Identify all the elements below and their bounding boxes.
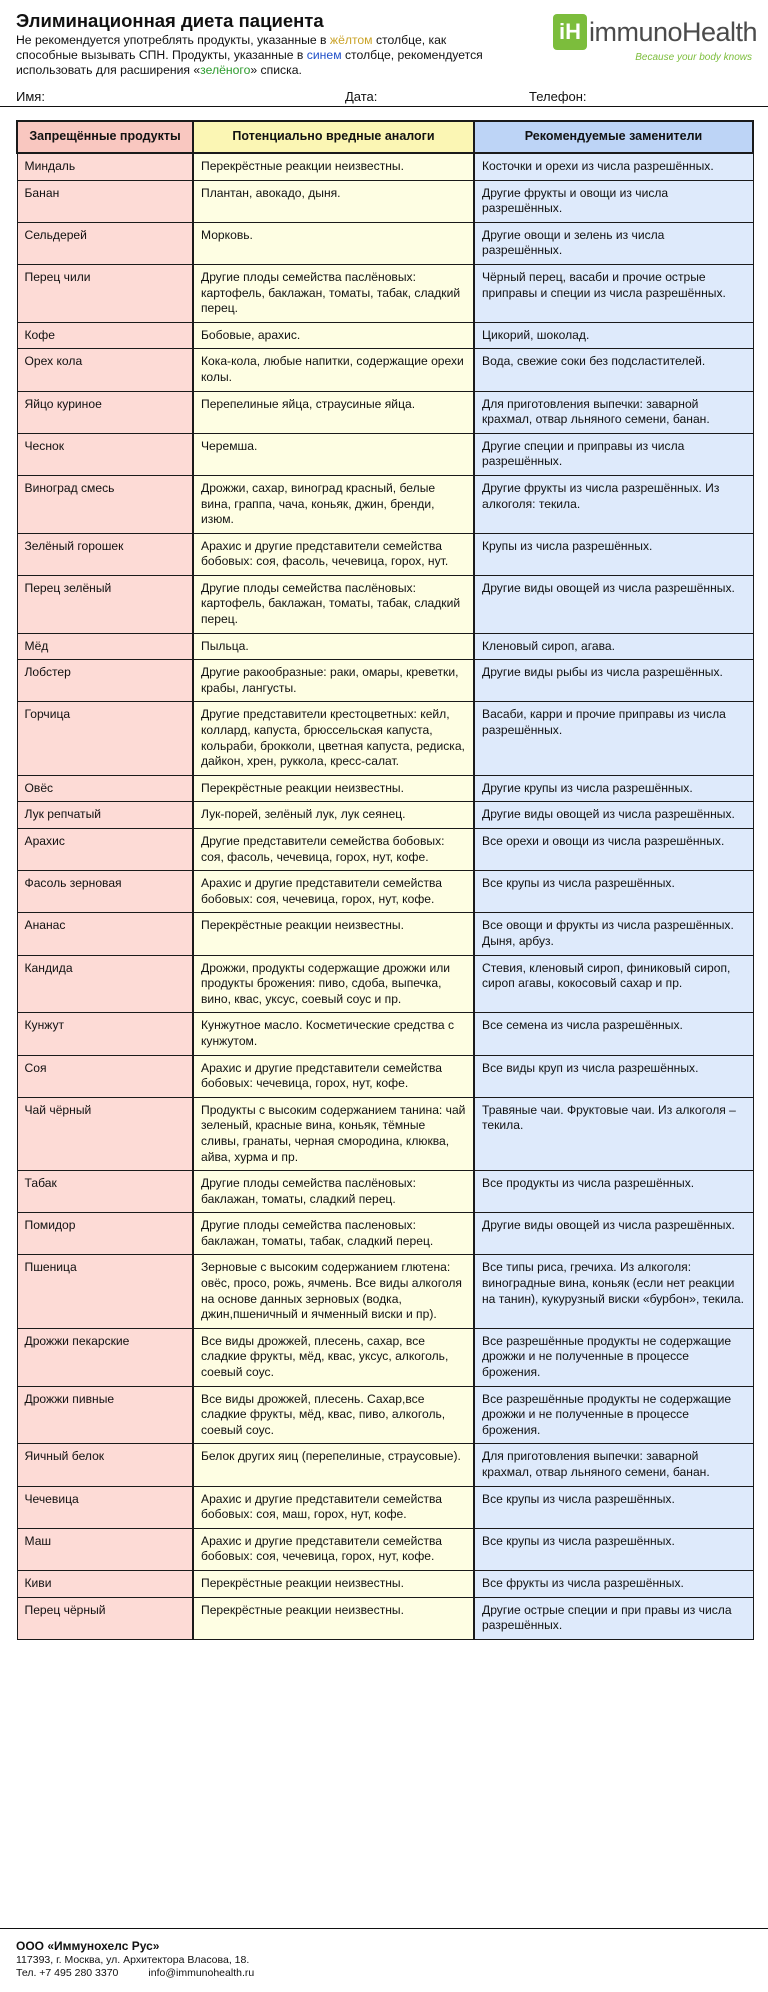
cell-recommended: Для приготовления выпечки: заварной крахмал, отвар льняного семени, банан.: [474, 391, 753, 433]
table-row: [17, 1013, 753, 1055]
cell-harmful: Белок других яиц (перепелиные, страусовые).: [193, 1444, 474, 1486]
cell-harmful: Другие плоды семейства паслёновых: картофель, баклажан, томаты, табак, сладкий перец.: [193, 575, 474, 633]
cell-recommended: Цикорий, шоколад.: [474, 322, 753, 349]
intro-text: [16, 33, 486, 79]
cell-recommended: Все орехи и овощи из числа разрешённых.: [474, 829, 753, 871]
table-row: [17, 1386, 753, 1444]
table-row: [17, 433, 753, 475]
cell-harmful: Перекрёстные реакции неизвестны.: [193, 153, 474, 180]
patient-fields: [0, 88, 768, 107]
footer-company: ООО «Иммунохелс Рус»: [16, 1939, 160, 1953]
cell-harmful: Бобовые, арахис.: [193, 322, 474, 349]
cell-harmful: Пыльца.: [193, 633, 474, 660]
table-row: [17, 1097, 753, 1170]
cell-forbidden: Помидор: [17, 1213, 193, 1255]
cell-harmful: Другие ракообразные: раки, омары, креветки, крабы, лангусты.: [193, 660, 474, 702]
cell-recommended: Все разрешённые продукты не содержащие дрожжи и не полученные в процессе брожения.: [474, 1386, 753, 1444]
cell-harmful: Морковь.: [193, 222, 474, 264]
intro-blue-word: синем: [306, 48, 342, 63]
cell-recommended: Все крупы из числа разрешённых.: [474, 1528, 753, 1570]
cell-forbidden: Зелёный горошек: [17, 533, 193, 575]
table-row: [17, 322, 753, 349]
cell-forbidden: Чечевица: [17, 1486, 193, 1528]
table-row: [17, 802, 753, 829]
cell-harmful: Другие плоды семейства пасленовых: баклажан, томаты, табак, сладкий перец.: [193, 1213, 474, 1255]
cell-recommended: Другие специи и приправы из числа разрешённых.: [474, 433, 753, 475]
diet-table: [16, 120, 754, 1640]
page-footer: [0, 1928, 768, 1980]
table-row: [17, 475, 753, 533]
table-row: [17, 575, 753, 633]
cell-recommended: Все семена из числа разрешённых.: [474, 1013, 753, 1055]
cell-recommended: Все крупы из числа разрешённых.: [474, 1486, 753, 1528]
table-row: [17, 1055, 753, 1097]
intro-green-word: зелёного: [200, 63, 251, 78]
cell-forbidden: Мёд: [17, 633, 193, 660]
cell-forbidden: Пшеница: [17, 1255, 193, 1328]
logo-name: immunoHealth: [589, 17, 758, 47]
logo: [553, 12, 758, 68]
cell-forbidden: Фасоль зерновая: [17, 871, 193, 913]
cell-recommended: Травяные чаи. Фруктовые чаи. Из алкоголя – текила.: [474, 1097, 753, 1170]
table-row: [17, 702, 753, 775]
cell-harmful: Перекрёстные реакции неизвестны.: [193, 1570, 474, 1597]
cell-forbidden: Сельдерей: [17, 222, 193, 264]
footer-contacts: [16, 1967, 768, 1980]
cell-recommended: Все овощи и фрукты из числа разрешённых. Дыня, арбуз.: [474, 913, 753, 955]
cell-recommended: Крупы из числа разрешённых.: [474, 533, 753, 575]
intro-part: Не рекомендуется употреблять продукты, указанные в: [16, 33, 330, 47]
cell-recommended: Все фрукты из числа разрешённых.: [474, 1570, 753, 1597]
cell-harmful: Перекрёстные реакции неизвестны.: [193, 1597, 474, 1639]
table-header-row: [17, 121, 753, 153]
intro-part: столбце, как способные вызывать СПН. Продукты, указанные в: [16, 33, 447, 63]
cell-recommended: Все продукты из числа разрешённых.: [474, 1171, 753, 1213]
cell-harmful: Арахис и другие представители семейства бобовых: соя, маш, горох, нут, кофе.: [193, 1486, 474, 1528]
intro-part: » списка.: [250, 63, 302, 78]
cell-recommended: Кленовый сироп, агава.: [474, 633, 753, 660]
cell-harmful: Черемша.: [193, 433, 474, 475]
table-row: [17, 1328, 753, 1386]
cell-forbidden: Кандида: [17, 955, 193, 1013]
cell-forbidden: Кунжут: [17, 1013, 193, 1055]
cell-harmful: Перепелиные яйца, страусиные яйца.: [193, 391, 474, 433]
table-row: [17, 1597, 753, 1639]
cell-recommended: Другие фрукты из числа разрешённых. Из алкоголя: текила.: [474, 475, 753, 533]
cell-harmful: Лук-порей, зелёный лук, лук сеянец.: [193, 802, 474, 829]
cell-forbidden: Горчица: [17, 702, 193, 775]
table-row: [17, 1528, 753, 1570]
table-row: [17, 1213, 753, 1255]
table-row: [17, 633, 753, 660]
cell-harmful: Другие плоды семейства паслёновых: баклажан, томаты, сладкий перец.: [193, 1171, 474, 1213]
cell-harmful: Дрожжи, сахар, виноград красный, белые вина, граппа, чача, коньяк, джин, бренди, изюм.: [193, 475, 474, 533]
header-recommended: Рекомендуемые заменители: [474, 121, 753, 153]
table-row: [17, 533, 753, 575]
cell-harmful: Плантан, авокадо, дыня.: [193, 180, 474, 222]
cell-recommended: Васаби, карри и прочие приправы из числа разрешённых.: [474, 702, 753, 775]
name-field-label: Имя:: [16, 89, 45, 104]
table-row: [17, 1486, 753, 1528]
cell-recommended: Другие виды овощей из числа разрешённых.: [474, 802, 753, 829]
cell-forbidden: Табак: [17, 1171, 193, 1213]
cell-forbidden: Кофе: [17, 322, 193, 349]
cell-recommended: Все типы риса, гречиха. Из алкоголя: виноградные вина, коньяк (если нет реакции на танин), кукурузный виски «бурбон», текила.: [474, 1255, 753, 1328]
cell-forbidden: Лук репчатый: [17, 802, 193, 829]
table-row: [17, 153, 753, 180]
cell-forbidden: Перец чёрный: [17, 1597, 193, 1639]
table-row: [17, 660, 753, 702]
footer-phone: Тел. +7 495 280 3370: [16, 1967, 119, 1979]
cell-forbidden: Миндаль: [17, 153, 193, 180]
cell-harmful: Все виды дрожжей, плесень. Сахар,все сладкие фрукты, мёд, квас, пиво, алкоголь, соевый соус.: [193, 1386, 474, 1444]
cell-recommended: Для приготовления выпечки: заварной крахмал, отвар льняного семени, банан.: [474, 1444, 753, 1486]
cell-recommended: Чёрный перец, васаби и прочие острые приправы и специи из числа разрешённых.: [474, 264, 753, 322]
cell-harmful: Перекрёстные реакции неизвестны.: [193, 913, 474, 955]
cell-recommended: Другие виды овощей из числа разрешённых.: [474, 575, 753, 633]
cell-harmful: Другие представители крестоцветных: кейл, коллард, капуста, брюссельская капуста, кольраби, брокколи, цветная капуста, редиска, дайкон, хрен, руккола, кресс-салат.: [193, 702, 474, 775]
table-row: [17, 391, 753, 433]
logo-tagline: Because your body knows: [635, 52, 752, 63]
table-row: [17, 180, 753, 222]
table-row: [17, 349, 753, 391]
page-header: [0, 0, 768, 106]
cell-harmful: Все виды дрожжей, плесень, сахар, все сладкие фрукты, мёд, квас, уксус, алкоголь, соевый соус.: [193, 1328, 474, 1386]
cell-forbidden: Киви: [17, 1570, 193, 1597]
cell-harmful: Арахис и другие представители семейства бобовых: чечевица, горох, нут, кофе.: [193, 1055, 474, 1097]
cell-harmful: Продукты с высоким содержанием танина: чай зеленый, красные вина, коньяк, тёмные сливы, гранаты, черная смородина, клюква, айва, хурма и пр.: [193, 1097, 474, 1170]
cell-harmful: Другие представители семейства бобовых: соя, фасоль, чечевица, горох, нут, кофе.: [193, 829, 474, 871]
cell-recommended: Другие фрукты и овощи из числа разрешённых.: [474, 180, 753, 222]
diet-table-body: [17, 153, 753, 1639]
table-row: [17, 1444, 753, 1486]
cell-harmful: Другие плоды семейства паслёновых: картофель, баклажан, томаты, табак, сладкий перец.: [193, 264, 474, 322]
table-row: [17, 913, 753, 955]
header-harmful: Потенциально вредные аналоги: [193, 121, 474, 153]
table-row: [17, 1171, 753, 1213]
cell-forbidden: Овёс: [17, 775, 193, 802]
table-row: [17, 829, 753, 871]
cell-forbidden: Маш: [17, 1528, 193, 1570]
cell-forbidden: Чай чёрный: [17, 1097, 193, 1170]
cell-forbidden: Лобстер: [17, 660, 193, 702]
cell-harmful: Кока-кола, любые напитки, содержащие орехи колы.: [193, 349, 474, 391]
cell-forbidden: Соя: [17, 1055, 193, 1097]
cell-recommended: Все крупы из числа разрешённых.: [474, 871, 753, 913]
cell-recommended: Другие крупы из числа разрешённых.: [474, 775, 753, 802]
cell-harmful: Арахис и другие представители семейства бобовых: соя, чечевица, горох, нут, кофе.: [193, 1528, 474, 1570]
cell-forbidden: Перец чили: [17, 264, 193, 322]
date-field-label: Дата:: [345, 89, 378, 104]
cell-recommended: Косточки и орехи из числа разрешённых.: [474, 153, 753, 180]
cell-forbidden: Яйцо куриное: [17, 391, 193, 433]
intro-part: столбце, рекомендуется использовать для расширения «: [16, 48, 483, 78]
cell-forbidden: Дрожжи пекарские: [17, 1328, 193, 1386]
page-title: Элиминационная диета пациента: [16, 10, 324, 31]
phone-field-label: Телефон:: [529, 89, 587, 104]
cell-harmful: Перекрёстные реакции неизвестны.: [193, 775, 474, 802]
cell-recommended: Другие виды овощей из числа разрешённых.: [474, 1213, 753, 1255]
intro-yellow-word: жёлтом: [329, 33, 373, 47]
cell-harmful: Зерновые с высоким содержанием глютена: овёс, просо, рожь, ячмень. Все виды алкоголя на основе данных зерновых (водка, джин,пшеничный и ячменный виски и пр).: [193, 1255, 474, 1328]
cell-recommended: Другие овощи и зелень из числа разрешённых.: [474, 222, 753, 264]
cell-forbidden: Банан: [17, 180, 193, 222]
cell-harmful: Арахис и другие представители семейства бобовых: соя, чечевица, горох, нут, кофе.: [193, 871, 474, 913]
cell-forbidden: Перец зелёный: [17, 575, 193, 633]
footer-email: info@immunohealth.ru: [148, 1967, 255, 1979]
cell-recommended: Все виды круп из числа разрешённых.: [474, 1055, 753, 1097]
cell-forbidden: Дрожжи пивные: [17, 1386, 193, 1444]
cell-forbidden: Чеснок: [17, 433, 193, 475]
cell-recommended: Другие острые специи и при правы из числа разрешённых.: [474, 1597, 753, 1639]
cell-harmful: Арахис и другие представители семейства бобовых: соя, фасоль, чечевица, горох, нут.: [193, 533, 474, 575]
cell-recommended: Стевия, кленовый сироп, финиковый сироп, сироп агавы, кокосовый сахар и пр.: [474, 955, 753, 1013]
cell-recommended: Вода, свежие соки без подсластителей.: [474, 349, 753, 391]
cell-recommended: Все разрешённые продукты не содержащие дрожжи и не полученные в процессе брожения.: [474, 1328, 753, 1386]
cell-forbidden: Арахис: [17, 829, 193, 871]
cell-forbidden: Виноград смесь: [17, 475, 193, 533]
cell-harmful: Кунжутное масло. Косметические средства с кунжутом.: [193, 1013, 474, 1055]
header-forbidden: Запрещённые продукты: [17, 121, 193, 153]
table-row: [17, 1570, 753, 1597]
table-row: [17, 1255, 753, 1328]
cell-forbidden: Орех кола: [17, 349, 193, 391]
table-row: [17, 222, 753, 264]
table-row: [17, 955, 753, 1013]
table-row: [17, 871, 753, 913]
footer-address: 117393, г. Москва, ул. Архитектора Власова, 18.: [16, 1954, 250, 1966]
table-row: [17, 775, 753, 802]
cell-recommended: Другие виды рыбы из числа разрешённых.: [474, 660, 753, 702]
logo-mark-icon: iH: [553, 14, 587, 50]
cell-forbidden: Ананас: [17, 913, 193, 955]
table-row: [17, 264, 753, 322]
cell-forbidden: Яичный белок: [17, 1444, 193, 1486]
cell-harmful: Дрожжи, продукты содержащие дрожжи или продукты брожения: пиво, сдоба, выпечка, вино, квас, уксус, соевый соус и пр.: [193, 955, 474, 1013]
